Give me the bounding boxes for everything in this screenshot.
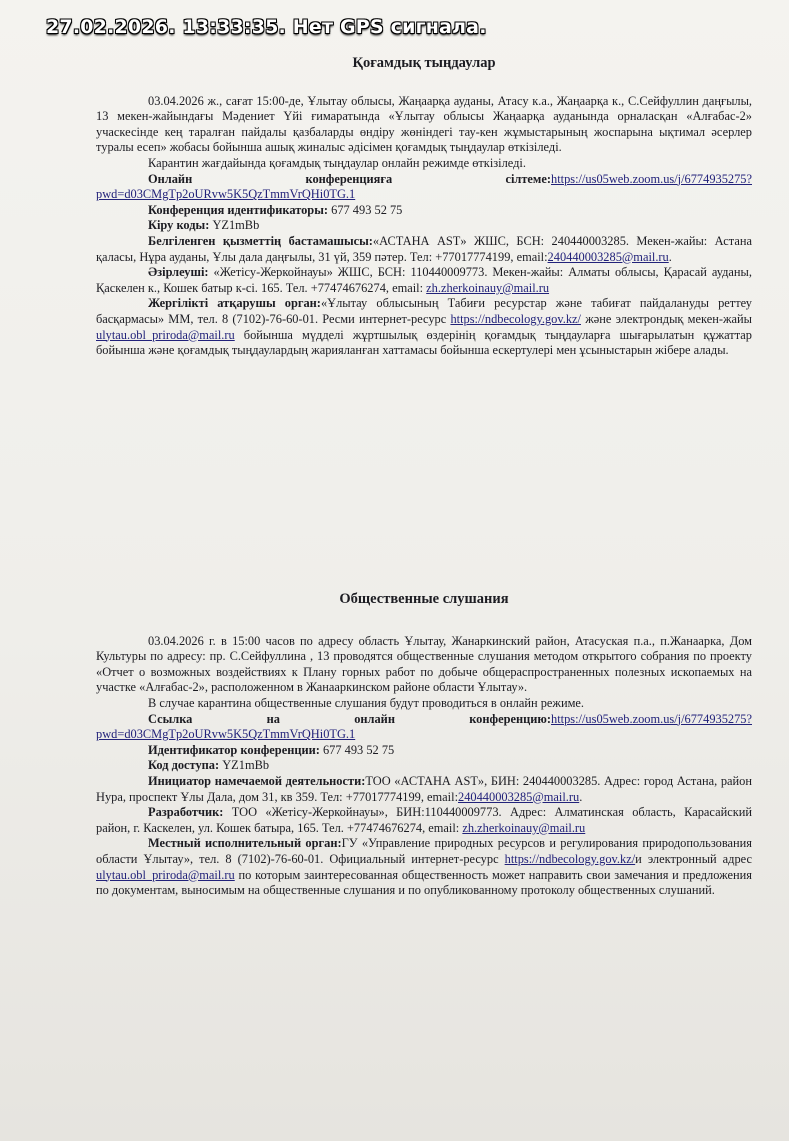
kazakh-site-link[interactable]: https://ndbecology.gov.kz/ [450,311,581,326]
russian-developer-email[interactable]: zh.zherkoinauy@mail.ru [462,820,586,835]
russian-closing: по которым заинтересованная общественность может направить свои замечания и предложения по документам, выносимым на общественные слушания и по опубликованному протоколу общественных слушаний. [96,867,752,898]
kazakh-initiator-email[interactable]: 240440003285@mail.ru [547,249,669,264]
kazakh-title: Қоғамдық тыңдаулар [352,55,496,71]
russian-quarantine: В случае карантина общественные слушания будут проводиться в онлайн режиме. [148,695,585,710]
kazakh-authority-email[interactable]: ulytau.obl_priroda@mail.ru [96,327,235,342]
russian-conf-link[interactable]: https://us05web.zoom.us/j/6774935275?pwd=d03CMgTp2oURvw5K5QzTmmVrQHi0TG.1 [96,711,752,742]
kazakh-authority-label: Жергілікті атқарушы орган: [148,296,321,311]
russian-developer-label: Разработчик: [148,805,224,820]
russian-access-label: Код доступа: [148,758,220,773]
kazakh-access-label: Кіру коды: [148,218,210,233]
kazakh-developer: «Жетісу-Жеркойнауы» ЖШС, БСН: 110440009773. Мекен-жайы: Алматы облысы, Қарасай ауданы, Қаскелен к., Кошек батыр к-сі. 165. Тел. +77474676274, email: [96,265,752,295]
russian-authority-label: Местный исполнительный орган: [148,836,342,851]
kazakh-conf-link-label: Онлайн конференцияға сілтеме: [148,171,551,186]
russian-email-mid: и электронный адрес [635,851,752,866]
russian-initiator-label: Инициатор намечаемой деятельности: [148,773,366,788]
russian-intro: 03.04.2026 г. в 15:00 часов по адресу область Ұлытау, Жанаркинский район, Атасуская п.а., п.Жанаарка, Дом Культуры по адресу: пр. С.Сейфуллина , 13 проводятся общественные слушания методом открытого собрания по проекту «Отчет о возможных воздействиях к Плану горных работ по добыче общераспространенных полезных ископаемых на участке «Алғабас-2», расположенном в Жанааркинском районе области Ұлытау». [96,633,752,695]
kazakh-initiator-label: Белгіленген қызметтің бастамашысы: [148,233,373,248]
russian-authority-email[interactable]: ulytau.obl_priroda@mail.ru [96,867,235,882]
russian-conf-link-label: Ссылка на онлайн конференцию: [148,711,551,726]
russian-access-code: YZ1mBb [222,758,270,773]
kazakh-quarantine: Карантин жағдайында қоғамдық тыңдаулар онлайн режимде өткізіледі. [148,155,526,170]
kazakh-conf-id-label: Конференция идентификаторы: [148,202,329,217]
kazakh-conf-id: 677 493 52 75 [331,202,403,217]
kazakh-authority: «Ұлытау облысының Табиғи ресурстар және табиғат пайдалануды реттеу басқармасы» ММ, тел. 8 (7102)-76-60-01. Ресми интернет-ресурс [96,296,752,326]
kazakh-developer-email[interactable]: zh.zherkoinauy@mail.ru [426,280,550,295]
kazakh-initiator: «АСТАНА AST» ЖШС, БСН: 240440003285. Мекен-жайы: Астана қаласы, Нұра ауданы, Ұлы дала даңғылы, 31 үй, 359 пәтер. Тел: +77017774199, email: [96,233,752,264]
kazakh-conf-link[interactable]: https://us05web.zoom.us/j/6774935275?pwd=d03CMgTp2oURvw5K5QzTmmVrQHi0TG.1 [96,171,752,202]
russian-developer: ТОО «Жетісу-Жеркойнауы», БИН:110440009773. Адрес: Алматинская область, Карасайский район, г. Каскелен, ул. Кошек батыра, 165. Тел. +77474676274, email: [96,805,752,835]
kazakh-closing: бойынша мүдделі жұртшылық өздерінің қоғамдық тыңдауларға шығарылатын құжаттар бойынша және қоғамдық тыңдаулардың жарияланған хаттамасы бойынша ескертулері мен ұсыныстарын жібере алады. [96,327,752,358]
russian-authority: ГУ «Управление природных ресурсов и регулирования природопользования области Ұлытау», тел. 8 (7102)-76-60-01. Официальный интернет-ресурс [96,836,752,866]
kazakh-access-code: YZ1mBb [212,218,260,233]
notice-kazakh: Қоғамдық тыңдаулар 03.04.2026 ж., сағат 15:00-де, Ұлытау облысы, Жаңаарқа ауданы, Атасу к.а., Жаңаарқа к., С.Сейфуллин даңғылы, 13 мекен-жайындағы Мәдениет Үйі ғимаратында «Ұлытау облысы Жаңаарқа ауданында орналасқан «Алғабас-2» учаскесінде кең таралған пайдалы қазбаларды өндіру жөніндегі тау-кен жұмыстарының жоспарына ықтимал әсерлер туралы есеп» жобасы бойынша ашық жиналыс әдісімен қоғамдық тыңдаулар өткізіледі. Карантин жағдайында қоғамдық тыңдаулар онлайн режимде өткізіледі. Онлайн конференцияға сілтеме:https://us05web.zoom.us/j/6774935275?pwd=d03CMgTp2oURvw5K5QzTmmVrQHi0TG.1 Конференция идентификаторы: 677 493 52 75 Кіру коды: YZ1mBb Белгіленген қызметтің бастамашысы:«АСТАНА AST» ЖШС, БСН: 240440003285. Мекен-жайы: Астана қаласы, Нұра ауданы, Ұлы дала даңғылы, 31 үй, 359 пәтер. Тел: +77017774199, email:240440003285@mail.ru. Әзірлеуші: «Жетісу-Жеркойнауы» ЖШС, БСН: 110440009773. Мекен-жайы: Алматы облысы, Қарасай ауданы, Қаскелен к., Кошек батыр к-сі. 165. Тел. +77474676274, email: zh.zherkoinauy@mail.ru Жергілікті атқарушы орган:«Ұлытау облысының Табиғи ресурстар және табиғат пайдалануды реттеу басқармасы» ММ, тел. 8 (7102)-76-60-01. Ресми интернет-ресурс https://ndbecology.gov.kz/ және электрондық мекен-жайы ulytau.obl_priroda@mail.ru бойынша мүдделі жұртшылық өздерінің қоғамдық тыңдауларға шығарылатын құжаттар бойынша және қоғамдық тыңдаулардың жарияланған хаттамасы бойынша ескертулері мен ұсыныстарын жібере алады. [96,55,752,358]
photo-timestamp: 27.02.2026. 13:33:35. Нет GPS сигнала. [46,16,487,38]
notice-russian: Общественные слушания 03.04.2026 г. в 15:00 часов по адресу область Ұлытау, Жанаркинский район, Атасуская п.а., п.Жанаарка, Дом Культуры по адресу: пр. С.Сейфуллина , 13 проводятся общественные слушания методом открытого собрания по проекту «Отчет о возможных воздействиях к Плану горных работ по добыче общераспространенных полезных ископаемых на участке «Алғабас-2», расположенном в Жанааркинском районе области Ұлытау». В случае карантина общественные слушания будут проводиться в онлайн режиме. Ссылка на онлайн конференцию:https://us05web.zoom.us/j/6774935275?pwd=d03CMgTp2oURvw5K5QzTmmVrQHi0TG.1 Идентификатор конференции: 677 493 52 75 Код доступа: YZ1mBb Инициатор намечаемой деятельности:ТОО «АСТАНА AST», БИН: 240440003285. Адрес: город Астана, район Нура, проспект Ұлы Дала, дом 31, кв 359. Тел: +77017774199, email:240440003285@mail.ru. Разработчик: ТОО «Жетісу-Жеркойнауы», БИН:110440009773. Адрес: Алматинская область, Карасайский район, г. Каскелен, ул. Кошек батыра, 165. Тел. +77474676274, email: zh.zherkoinauy@mail.ru Местный исполнительный орган:ГУ «Управление природных ресурсов и регулирования природопользования области Ұлытау», тел. 8 (7102)-76-60-01. Официальный интернет-ресурс https://ndbecology.gov.kz/и электронный адрес ulytau.obl_priroda@mail.ru по которым заинтересованная общественность может направить свои замечания и предложения по документам, выносимым на общественные слушания и по опубликованному протоколу общественных слушаний. [96,591,753,898]
russian-title: Общественные слушания [339,591,509,607]
kazakh-email-mid: және электрондық мекен-жайы [585,311,752,326]
russian-initiator: ТОО «АСТАНА AST», БИН: 240440003285. Адрес: город Астана, район Нура, проспект Ұлы Дала, дом 31, кв 359. Тел: +77017774199, email: [96,773,753,804]
russian-site-link[interactable]: https://ndbecology.gov.kz/ [504,851,636,866]
russian-initiator-email[interactable]: 240440003285@mail.ru [458,789,580,804]
russian-conf-id: 677 493 52 75 [322,742,395,757]
kazakh-developer-label: Әзірлеуші: [148,265,209,280]
russian-conf-id-label: Идентификатор конференции: [148,742,320,757]
kazakh-intro: 03.04.2026 ж., сағат 15:00-де, Ұлытау облысы, Жаңаарқа ауданы, Атасу к.а., Жаңаарқа к., С.Сейфуллин даңғылы, 13 мекен-жайындағы Мәдениет Үйі ғимаратында «Ұлытау облысы Жаңаарқа ауданында орналасқан «Алғабас-2» учаскесінде кең таралған пайдалы қазбаларды өндіру жөніндегі тау-кен жұмыстарының жоспарына ықтимал әсерлер туралы есеп» жобасы бойынша ашық жиналыс әдісімен қоғамдық тыңдаулар өткізіледі. [96,93,752,155]
